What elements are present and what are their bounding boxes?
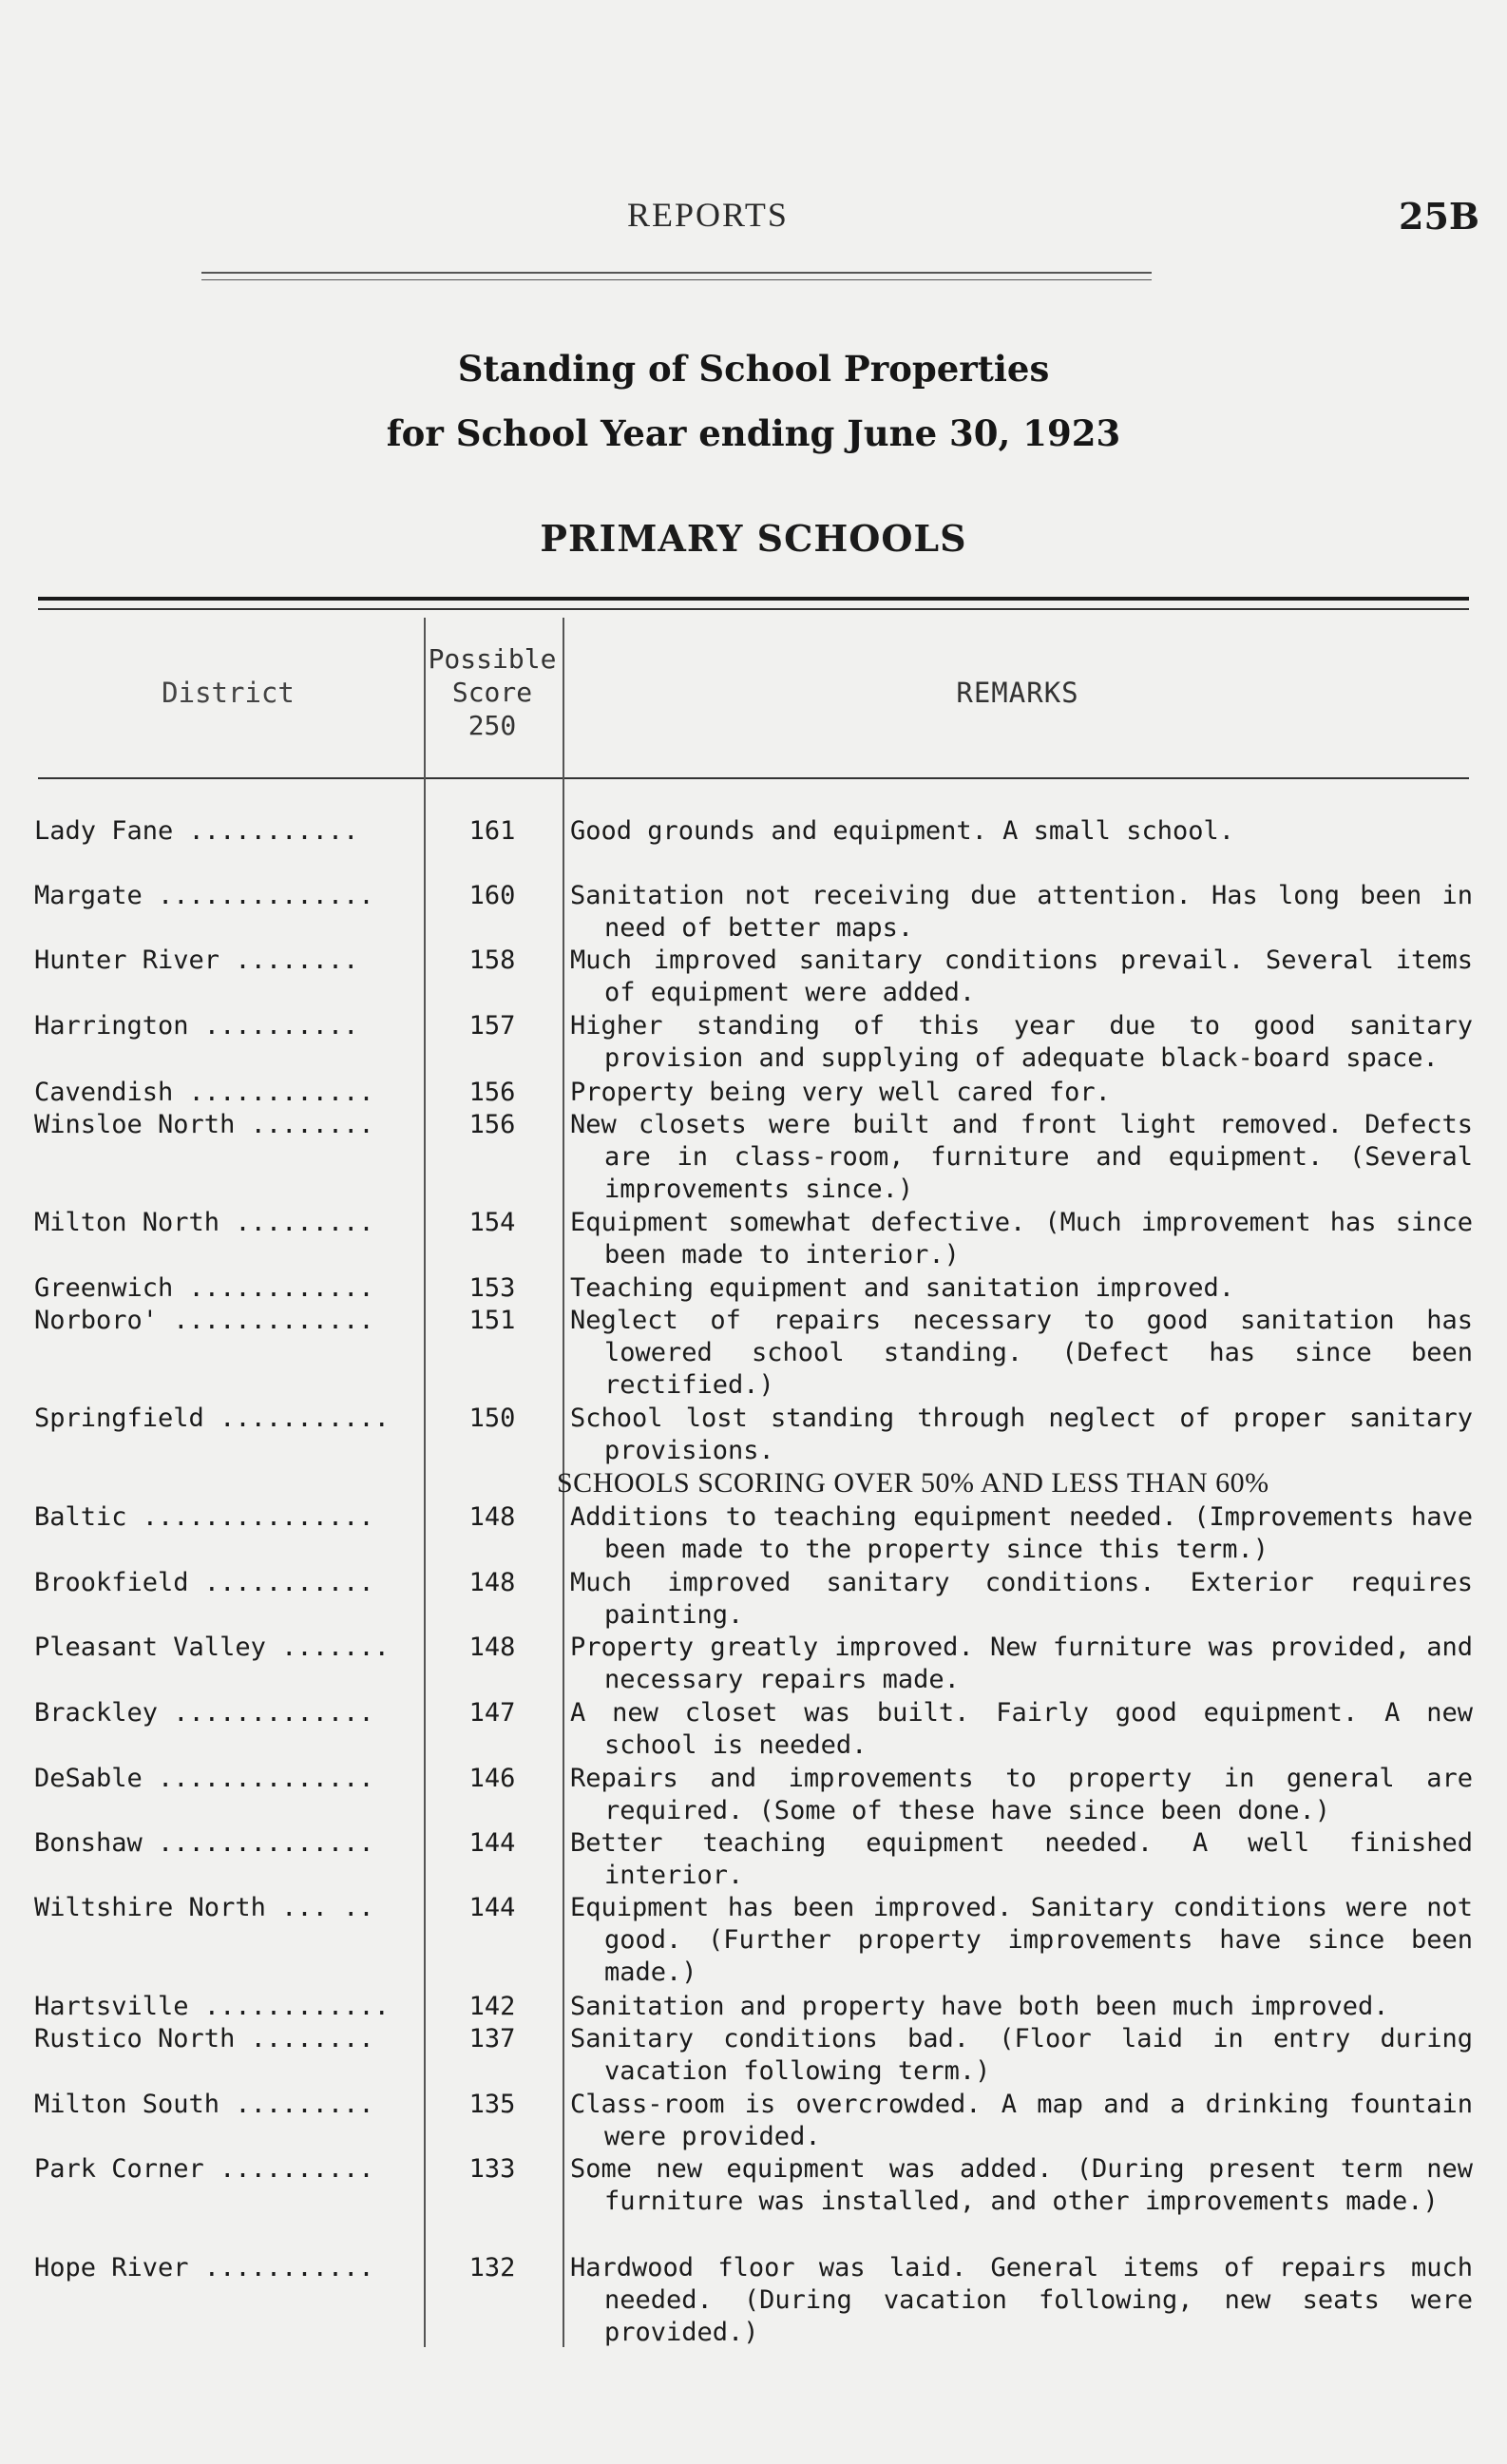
district-name: Wiltshire North ... .. — [34, 1893, 374, 1922]
district-name: Hope River ........... — [34, 2253, 374, 2283]
score-value: 132 — [468, 2253, 516, 2283]
district-name: Winsloe North ........ — [34, 1110, 374, 1139]
district-name: Springfield ........... — [34, 1404, 390, 1433]
district-name: Lady Fane ........... — [34, 816, 359, 846]
district-name: Norboro' ............. — [34, 1306, 374, 1335]
section-title: PRIMARY SCHOOLS — [540, 517, 967, 560]
district-name: Margate .............. — [34, 881, 374, 910]
remark-text: Better teaching equipment needed. A well finished interior. — [570, 1828, 1473, 1890]
district-name: Baltic ............... — [34, 1502, 374, 1532]
score-value: 158 — [468, 945, 516, 975]
score-value: 148 — [468, 1633, 516, 1662]
district-name: Cavendish ............ — [34, 1078, 374, 1107]
title-line-2: for School Year ending June 30, 1923 — [386, 412, 1121, 454]
score-value: 148 — [468, 1568, 516, 1597]
remark-text: Good grounds and equipment. A small school. — [570, 816, 1234, 846]
score-value: 151 — [468, 1306, 516, 1335]
district-name: Rustico North ........ — [34, 2024, 374, 2053]
running-title: REPORTS — [627, 196, 789, 234]
column-rule-district-score — [424, 618, 426, 2347]
district-name: Park Corner .......... — [34, 2154, 374, 2184]
remark-text: New closets were built and front light removed. Defects are in class-room, furniture and equipment. (Several improvements since.) — [570, 1110, 1473, 1204]
score-value: 148 — [468, 1502, 516, 1532]
remark-text: Hardwood floor was laid. General items of repairs much needed. (During vacation following, new seats were provided.) — [570, 2253, 1473, 2347]
remark-text: Equipment has been improved. Sanitary conditions were not good. (Further property improvements have since been made.) — [570, 1893, 1473, 1987]
remark-text: Neglect of repairs necessary to good sanitation has lowered school standing. (Defect has since been rectified.) — [570, 1306, 1473, 1400]
remark-text: Teaching equipment and sanitation improved. — [570, 1273, 1234, 1303]
table-top-rule — [38, 597, 1469, 601]
remark-text: Sanitary conditions bad. (Floor laid in entry during vacation following term.) — [570, 2024, 1473, 2086]
district-name: Pleasant Valley ....... — [34, 1633, 390, 1662]
score-value: 146 — [468, 1764, 516, 1793]
remark-text: Repairs and improvements to property in general are required. (Some of these have since been done.) — [570, 1764, 1473, 1825]
remark-text: Class-room is overcrowded. A map and a drinking fountain were provided. — [570, 2090, 1473, 2151]
remark-text: Some new equipment was added. (During present term new furniture was installed, and other improvements made.) — [570, 2154, 1473, 2216]
score-value: 156 — [468, 1078, 516, 1107]
score-value: 154 — [468, 1208, 516, 1237]
header-remarks: REMARKS — [956, 677, 1079, 709]
remark-text: Sanitation not receiving due attention. Has long been in need of better maps. — [570, 881, 1473, 943]
remark-text: Much improved sanitary conditions prevail. Several items of equipment were added. — [570, 945, 1473, 1007]
district-name: Greenwich ............ — [34, 1273, 374, 1303]
remark-text: Much improved sanitary conditions. Exterior requires painting. — [570, 1568, 1473, 1630]
remark-text: Equipment somewhat defective. (Much improvement has since been made to interior.) — [570, 1208, 1473, 1270]
district-name: Brookfield ........... — [34, 1568, 374, 1597]
score-value: 160 — [468, 881, 516, 910]
score-value: 156 — [468, 1110, 516, 1139]
score-value: 147 — [468, 1698, 516, 1728]
remark-text: Higher standing of this year due to good sanitary provision and supplying of adequate black-board space. — [570, 1011, 1473, 1073]
remark-text: Additions to teaching equipment needed. (Improvements have been made to the property since this term.) — [570, 1502, 1473, 1564]
remark-text: A new closet was built. Fairly good equipment. A new school is needed. — [570, 1698, 1473, 1760]
score-value: 153 — [468, 1273, 516, 1303]
score-value: 144 — [468, 1828, 516, 1858]
score-value: 133 — [468, 2154, 516, 2184]
head-rule — [201, 272, 1152, 274]
district-name: Hunter River ........ — [34, 945, 359, 975]
score-value: 135 — [468, 2090, 516, 2119]
remark-text: Property being very well cared for. — [570, 1078, 1111, 1107]
score-value: 150 — [468, 1404, 516, 1433]
district-name: DeSable .............. — [34, 1764, 374, 1793]
header-score-line-1: Possible — [428, 643, 557, 675]
district-name: Harrington .......... — [34, 1011, 359, 1041]
score-band-subheading: SCHOOLS SCORING OVER 50% AND LESS THAN 60% — [557, 1467, 1269, 1499]
score-value: 161 — [468, 816, 516, 846]
remark-text: School lost standing through neglect of proper sanitary provisions. — [570, 1404, 1473, 1465]
title-line-1: Standing of School Properties — [457, 348, 1050, 390]
district-name: Bonshaw .............. — [34, 1828, 374, 1858]
score-value: 142 — [468, 1992, 516, 2021]
head-rule-second — [201, 279, 1152, 280]
header-score-line-3: 250 — [467, 710, 517, 741]
page-number: 25B — [1399, 195, 1479, 238]
score-value: 137 — [468, 2024, 516, 2053]
district-name: Milton North ......... — [34, 1208, 374, 1237]
header-bottom-rule — [38, 777, 1469, 779]
score-value: 157 — [468, 1011, 516, 1041]
remark-text: Property greatly improved. New furniture was provided, and necessary repairs made. — [570, 1633, 1473, 1694]
table-top-rule-second — [38, 608, 1469, 610]
header-possible-score — [426, 642, 559, 742]
district-name: Milton South ......... — [34, 2090, 374, 2119]
running-head — [0, 195, 1507, 242]
header-district: District — [162, 677, 295, 709]
remark-text: Sanitation and property have both been much improved. — [570, 1992, 1389, 2021]
header-score-line-2: Score — [451, 677, 533, 708]
district-name: Hartsville ............ — [34, 1992, 390, 2021]
district-name: Brackley ............. — [34, 1698, 374, 1728]
score-value: 144 — [468, 1893, 516, 1922]
